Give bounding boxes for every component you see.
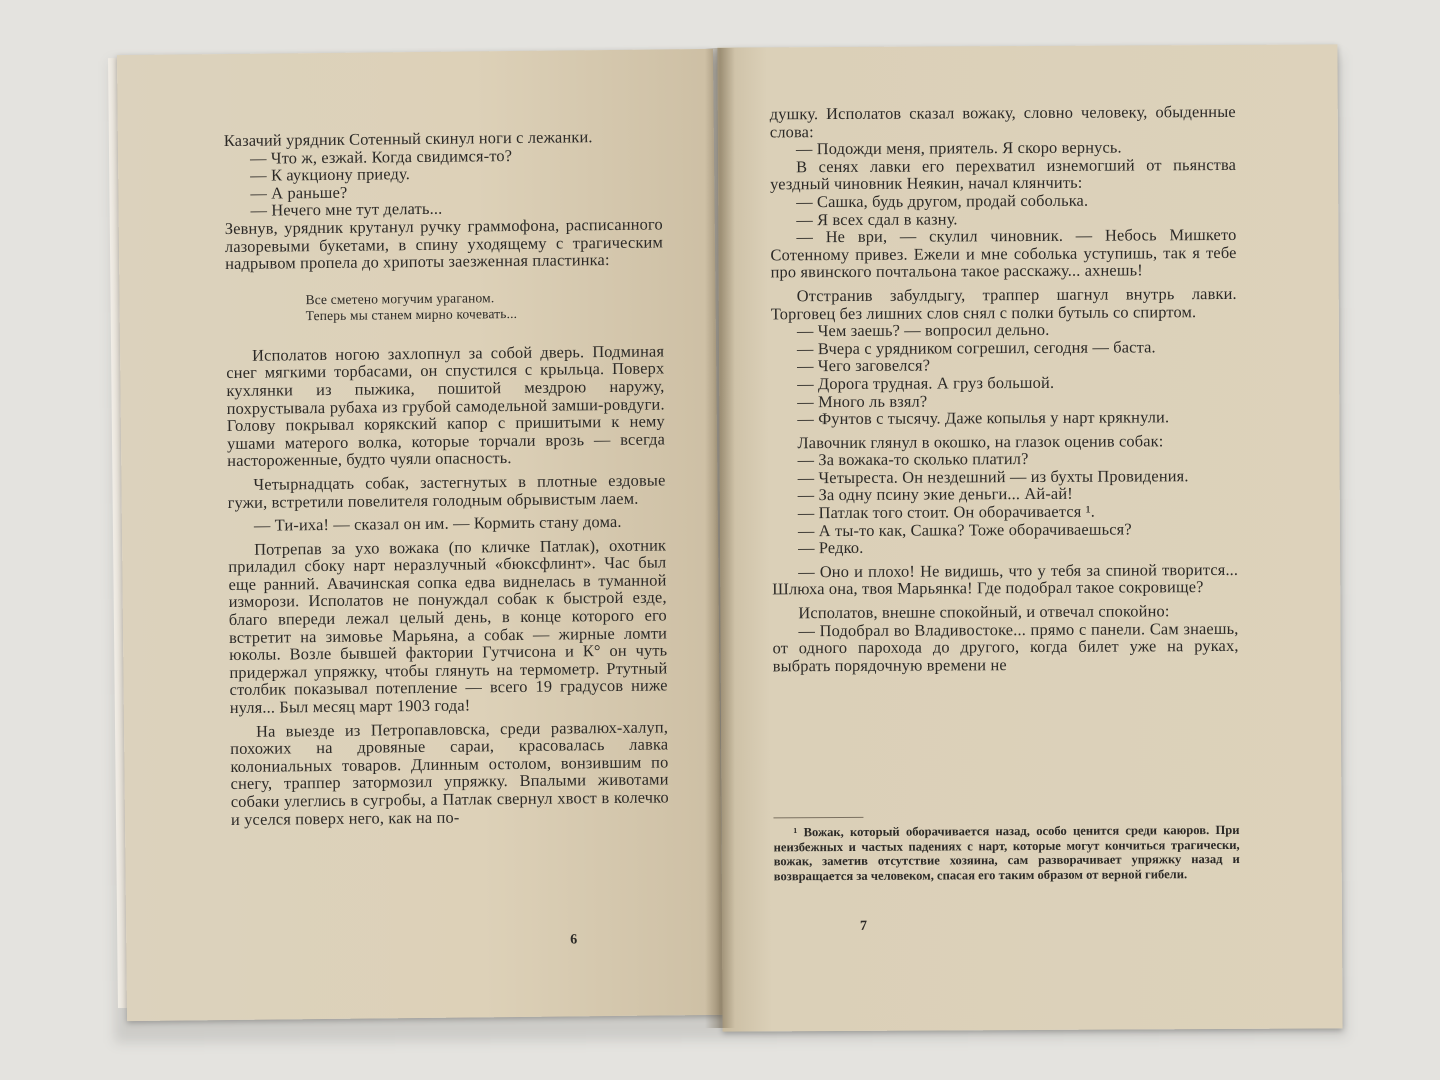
dialogue-line: — Ти-иха! — сказал он им. — Кормить стану дома.: [253, 511, 622, 535]
paragraph: Потрепав за ухо вожака (по кличке Патлак), охотник приладил сбоку нарт неразлучный «бюксфлинт». Час был еще ранний. Авачинская сопка едва виднелась в туманной изморози. Исполатов не понуждал собак к быстрой езде, благо впереди лежал целый день, в конце которого его встретит на зимовье Марьяна, а собак — жирные ломти юколы. Возле бывшей фактории Гутчисона и К° он чуть придержал упряжку, чтобы глянуть на термометр. Ртутный столбик показывал потепление — всего 19 градусов ниже нуля... Был месяц март 1903 года!: [228, 535, 668, 718]
paragraph: Казачий урядник Сотенный скинул ноги с лежанки.: [223, 127, 593, 151]
footnote-text: ¹ Вожак, который оборачивается назад, особо ценится среди каюров. При неизбежных и частых падениях с нарт, которые могут кончиться трагически, вожак, заметив отсутствие хозяина, сам разворачивает упряжку назад и возвращается за человеком, спасая его таким образом от верной гибели.: [773, 822, 1240, 884]
paragraph: Четырнадцать собак, застегнутых в плотные ездовые гужи, встретили повелителя голодным обрывистым лаем.: [227, 470, 666, 512]
dialogue-line: — За одну псину экие деньги... Ай-ай!: [797, 484, 1073, 505]
verse-line: Все сметено могучим ураганом.: [305, 289, 495, 307]
footnote: [774, 823, 1240, 884]
dialogue-line: — Четыреста. Он нездешний — из бухты Провидения.: [797, 466, 1189, 488]
dialogue-line: — Не ври, — скулил чиновник. — Небось Мишкето Сотенному привез. Ежели и мне соболька уступишь, так я тебе про явинского почтальона такое расскажу... ахнешь!: [770, 225, 1237, 282]
dialogue-line: — Фунтов с тысячу. Даже копылья у нарт крякнули.: [797, 407, 1170, 429]
verse-quote: [305, 288, 663, 324]
dialogue-line: — А раньше?: [250, 182, 348, 203]
page-number: 6: [570, 932, 578, 948]
dialogue-line: — Нечего мне тут делать...: [250, 199, 443, 221]
left-page-text: [224, 127, 669, 828]
paragraph: На выезде из Петропавловска, среди развалюх-халуп, похожих на дровяные сараи, красовалась лавка колониальных товаров. Длинным остолом, вонзившим по снегу, траппер затормозил упряжку. Впалыми животами собаки улеглись в сугробы, а Патлак свернул хвост в колечко и уселся поверх него, как на по-: [230, 717, 669, 829]
dialogue-line: — Чем заешь? — вопросил дельно.: [796, 320, 1050, 341]
dialogue-line: — За вожака-то сколько платил?: [797, 449, 1029, 470]
paragraph: Исполатов, внешне спокойный, и отвечал спокойно:: [798, 601, 1170, 623]
page-number: 7: [859, 918, 868, 934]
dialogue-line: — А ты-то как, Сашка? Тоже оборачиваешься?: [797, 519, 1132, 540]
dialogue-line: — Подобрал во Владивостоке... прямо с панели. Сам знаешь, от одного парохода до другого, когда билет уже на руках, выбрать порядочную времени не: [772, 618, 1239, 676]
dialogue-line: — Вчера с урядником согрешил, сегодня — баста.: [796, 337, 1156, 358]
paragraph: В сенях лавки его перехватил изнемогший от пьянства уездный чиновник Неякин, начал клянчить:: [770, 154, 1237, 194]
dialogue-line: — Патлак того стоит. Он оборачивается ¹.: [797, 501, 1096, 523]
paragraph: Зевнув, урядник крутанул ручку граммофона, расписанного лазоревыми букетами, в спину уходящему с трагическим надрывом пропела до хрипоты заезженная пластинка:: [224, 214, 664, 274]
right-page-text: [770, 103, 1239, 675]
verse-line: Теперь мы станем мирно кочевать...: [305, 305, 518, 323]
dialogue-line: — Дорога трудная. А груз большой.: [797, 372, 1055, 394]
left-page: [117, 49, 723, 1021]
paragraph: Исполатов ногою захлопнул за собой дверь. Подминая снег мягкими торбасами, он спустился с крыльца. Поверх кухлянки из пыжика, пошитой мездрою наружу, похрустывала рубаха из грубой самодельной замши-ровдуги. Голову покрывал корякский капор с пришитыми к нему ушами матерого волка, которые торчали врозь — всегда настороженные, будто чуяли опасность.: [226, 341, 666, 471]
dialogue-line: — К аукциону приеду.: [250, 164, 411, 185]
dialogue-line: — Оно и плохо! Не видишь, что у тебя за спиной творится... Шлюха она, твоя Марьянка! Где подобрал такое сокровище?: [772, 559, 1239, 599]
dialogue-line: — Редко.: [797, 538, 864, 558]
dialogue-line: — Много ль взял?: [797, 391, 928, 411]
paragraph: Отстранив забулдыгу, траппер шагнул внутрь лавки. Торговец без лишних слов снял с полки бутыль со спиртом.: [770, 283, 1237, 323]
dialogue-line: — Сашка, будь другом, продай соболька.: [796, 190, 1089, 212]
book-gutter: [705, 48, 735, 1028]
paragraph: Лавочник глянул в окошко, на глазок оценив собак:: [797, 430, 1164, 452]
dialogue-line: — Я всех сдал в казну.: [796, 208, 958, 229]
paragraph: душку. Исполатов сказал вожаку, словно человеку, обыденные слова:: [769, 101, 1236, 141]
right-page: [717, 44, 1342, 1031]
footnote-divider: [773, 817, 863, 818]
dialogue-line: — Что ж, езжай. Когда свидимся-то?: [249, 145, 513, 168]
dialogue-line: — Подожди меня, приятель. Я скоро вернусь.: [795, 137, 1122, 159]
dialogue-line: — Чего заговелся?: [797, 355, 931, 376]
